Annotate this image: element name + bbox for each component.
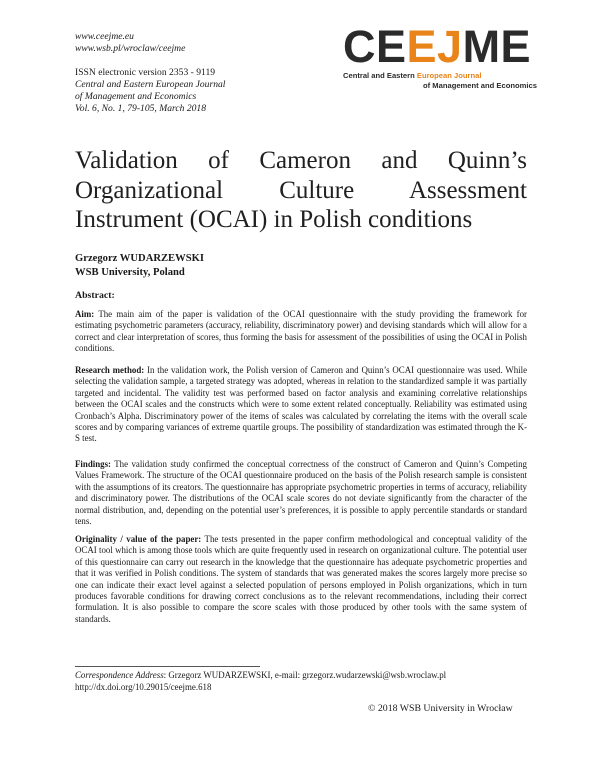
logo-wordmark: CEEJME	[343, 21, 532, 72]
footnote-divider	[75, 666, 260, 667]
ceejme-logo	[343, 21, 543, 91]
author-block	[75, 252, 204, 279]
issn: ISSN electronic version 2353 - 9119	[75, 66, 216, 78]
journal-name-line1: Central and Eastern European Journal	[75, 78, 226, 90]
originality-text: The tests presented in the paper confirm methodological and conceptual validity of the OCAI tool which is among those tools which are quite frequently used in research on organizational culture. The potential user of this questionnaire can carry out research in the knowledge that the questionnaire has adequate psychometric properties and that it was verified in Polish conditions. The system of standards that was generated makes the scores largely more precise so one can indicate their exact level against a selected population of persons employed in Polish organizations, which in turn produces favorable conditions for drawing correct conclusions as to the relevant recommendations, including their correct formulation. It is also possible to compare the score scales with those produced by other tools with the same system of standards.	[75, 534, 527, 624]
abstract-heading: Abstract:	[75, 290, 115, 301]
method-label: Research method:	[75, 365, 145, 375]
method-text: In the validation work, the Polish version of Cameron and Quinn’s OCAI questionnaire was used. While selecting the validation sample, a targeted strategy was adopted, whereas in relation to the standardized sample it was partially targeted and incidental. The validity test was performed based on factor analysis and examining correlative relationships between the OCAI scales and the constructs which were to some extent related conceptually. Reliability was estimated using Cronbach’s Alpha. Discriminatory power of the items of scales was calculated by correlating the items with the overall scale scores and by comparing variances of extreme quartile groups. The possibility of standardization was estimated through the K-S test.	[75, 365, 528, 444]
author-affiliation: WSB University, Poland	[75, 266, 185, 278]
doi-link[interactable]: http://dx.doi.org/10.29015/ceejme.618	[75, 681, 212, 692]
title-line-1: Validation of Cameron and Quinn’s	[75, 147, 527, 174]
copyright-notice: © 2018 WSB University in Wrocław	[368, 703, 513, 714]
author-name: Grzegorz WUDARZEWSKI	[75, 253, 204, 264]
abstract-method	[75, 365, 527, 445]
correspondence-text: : Grzegorz WUDARZEWSKI, e-mail: grzegorz.wudarzewski@wsb.wroclaw.pl	[163, 670, 447, 680]
abstract-originality	[75, 534, 527, 625]
abstract-aim	[75, 309, 527, 355]
correspondence-label: Correspondence Address	[75, 670, 164, 680]
title-line-2: Organizational Culture Assessment	[75, 176, 527, 204]
logo-subtitle-1: Central and Eastern European Journal	[343, 71, 482, 80]
correspondence-block	[75, 670, 527, 693]
findings-text: The validation study confirmed the conceptual correctness of the construct of Cameron and Quinn’s Competing Values Framework. The structure of the OCAI questionnaire produced on the basis of the Polish research sample is consistent with the assumptions of its creators. The questionnaire has appropriate psychometric properties in terms of accuracy, reliability and discriminatory power. The distributions of the OCAI scale scores do not deviate significantly from the character of the normal distribution, and, depending on the potential user’s preferences, it is possible to apply percentile standards or standard tens.	[75, 459, 527, 527]
volume-info: Vol. 6, No. 1, 79-105, March 2018	[75, 103, 207, 115]
aim-label: Aim:	[75, 309, 95, 319]
aim-text: The main aim of the paper is validation of the OCAI questionnaire with the study providing the framework for estimating psychometric parameters (accuracy, reliability, discriminatory power) and devising standards which will allow for a correct and clear interpretation of scores, thus forming the basis for assessment of the possibilities of using the OCAI in Polish conditions.	[75, 309, 527, 354]
findings-label: Findings:	[75, 459, 112, 469]
logo-subtitle-2: of Management and Economics	[423, 81, 537, 90]
wsb-url[interactable]: www.wsb.pl/wroclaw/ceejme	[75, 43, 186, 55]
abstract-findings	[75, 459, 527, 527]
journal-name-line2: of Management and Economics	[75, 91, 197, 103]
paper-title	[75, 146, 527, 235]
journal-url[interactable]: www.ceejme.eu	[75, 31, 134, 42]
originality-label: Originality / value of the paper:	[75, 534, 202, 544]
title-line-3: Instrument (OCAI) in Polish conditions	[75, 206, 473, 233]
journal-header	[75, 31, 225, 116]
